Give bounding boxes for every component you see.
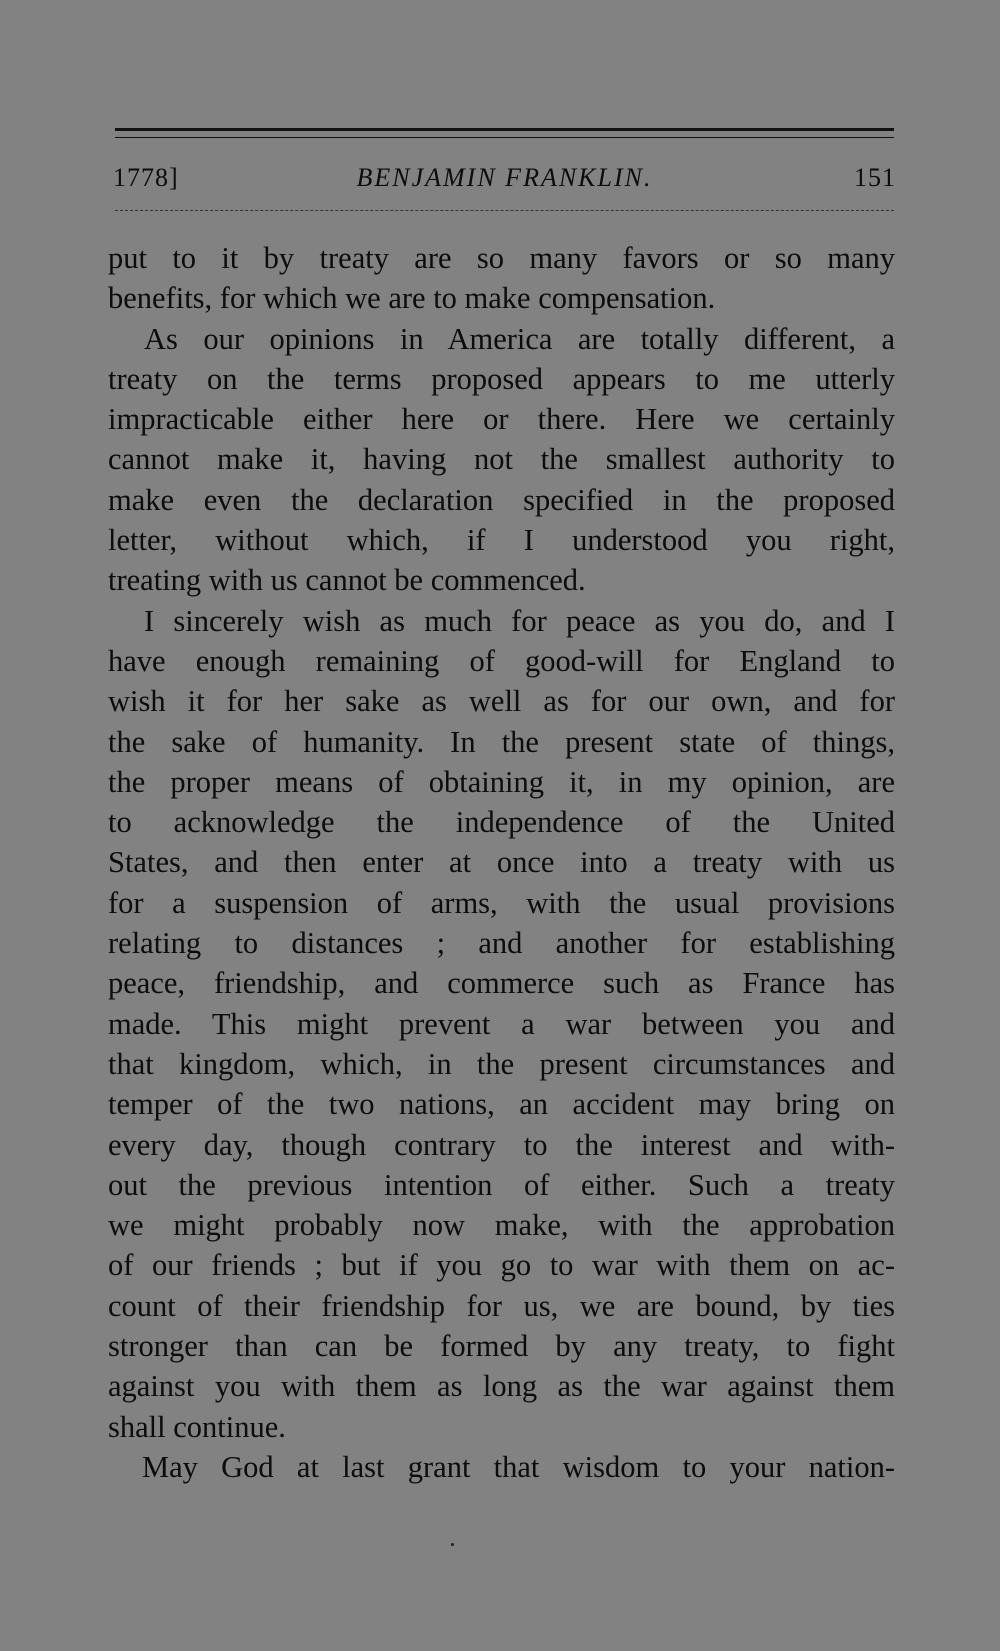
header-rule-thin [115, 137, 894, 138]
running-head-title: BENJAMIN FRANKLIN. [356, 163, 653, 192]
text-line: of our friends ; but if you go to war with them on ac- [108, 1248, 895, 1283]
body-text [108, 238, 895, 1487]
text-line: to acknowledge the independence of the United [108, 805, 895, 840]
text-line: for a suspension of arms, with the usual provisions [108, 885, 895, 920]
stray-ink-mark [451, 1543, 454, 1546]
header-rule-bottom [115, 210, 894, 211]
text-line: count of their friendship for us, we are bound, by ties [108, 1288, 895, 1323]
text-line: relating to distances ; and another for establishing [108, 926, 895, 961]
text-line: impracticable either here or there. Here we certainly [108, 402, 895, 437]
text-line: made. This might prevent a war between you and [108, 1006, 895, 1041]
text-line: I sincerely wish as much for peace as you do, and I [144, 603, 895, 638]
text-line: treating with us cannot be commenced. [108, 563, 586, 598]
text-line: every day, though contrary to the interest and with- [108, 1127, 895, 1162]
text-line: wish it for her sake as well as for our own, and for [108, 684, 895, 719]
text-line: stronger than can be formed by any treaty, to fight [108, 1329, 895, 1364]
text-line: the proper means of obtaining it, in my opinion, are [108, 764, 895, 799]
text-line: that kingdom, which, in the present circumstances and [108, 1046, 895, 1081]
text-line: put to it by treaty are so many favors or so many [108, 241, 895, 275]
header-rule-thick [115, 128, 894, 131]
text-line: against you with them as long as the war against them [108, 1369, 895, 1404]
text-line: peace, friendship, and commerce such as France has [108, 966, 895, 1001]
text-line: May God at last grant that wisdom to your nation- [142, 1449, 895, 1484]
text-line: cannot make it, having not the smallest authority to [108, 442, 895, 477]
page-number: 151 [854, 163, 896, 192]
text-line: have enough remaining of good-will for England to [108, 643, 895, 678]
text-line: temper of the two nations, an accident may bring on [108, 1087, 895, 1122]
text-line: As our opinions in America are totally different, a [144, 321, 895, 356]
text-line: we might probably now make, with the approbation [108, 1208, 895, 1243]
text-line: States, and then enter at once into a treaty with us [108, 845, 895, 880]
text-line: make even the declaration specified in the proposed [108, 482, 895, 517]
text-line: benefits, for which we are to make compensation. [108, 281, 716, 316]
running-head-year: 1778] [113, 163, 179, 192]
text-line: the sake of humanity. In the present state of things, [108, 724, 895, 759]
text-line: shall continue. [108, 1409, 286, 1444]
running-head [113, 158, 896, 198]
text-line: out the previous intention of either. Such a treaty [108, 1167, 895, 1202]
text-line: letter, without which, if I understood you right, [108, 523, 895, 558]
text-line: treaty on the terms proposed appears to me utterly [108, 361, 895, 396]
